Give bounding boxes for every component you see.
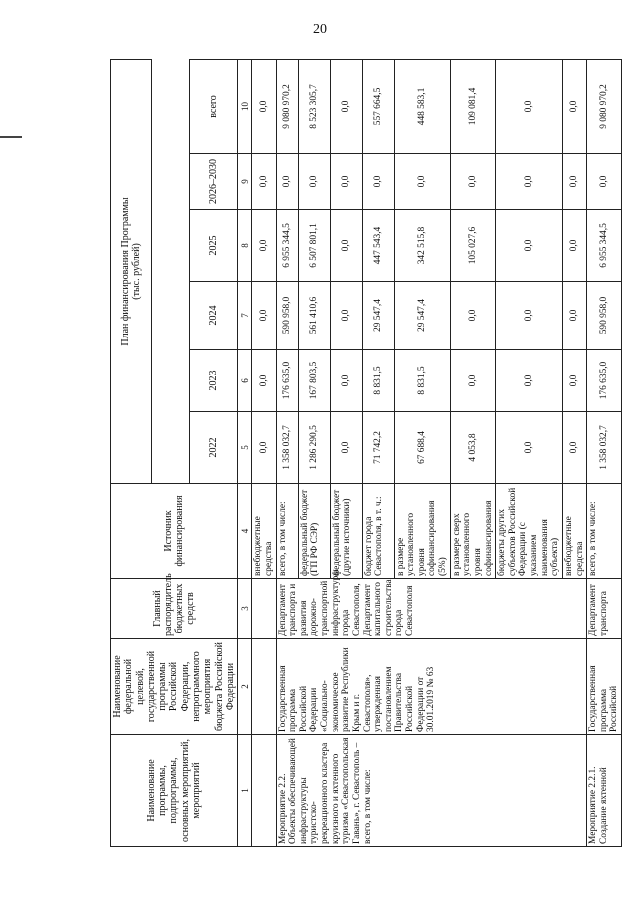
value-cell: 0,0 xyxy=(496,154,563,210)
value-cell: 0,0 xyxy=(330,210,362,282)
value-cell: 0,0 xyxy=(252,412,276,484)
source-cell: бюджет города Севастополя, в т. ч.: xyxy=(362,484,394,579)
value-cell: 590 958,0 xyxy=(587,282,622,350)
measure-name-cell: Мероприятие 2.2. Объекты обеспечивающей инфраструктуры туристско-рекреационного кластера круизного и яхтенного туризма «Севастопольская Гавань», г. Севастополь – всего, в том числе: xyxy=(276,735,587,847)
value-cell: 8 831,5 xyxy=(362,350,394,412)
value-cell: 0,0 xyxy=(496,412,563,484)
value-cell: 0,0 xyxy=(330,350,362,412)
source-cell: федеральный бюджет (другие источники) xyxy=(330,484,362,579)
value-cell: 447 543,4 xyxy=(362,210,394,282)
value-cell: 8 831,5 xyxy=(394,350,450,412)
value-cell: 0,0 xyxy=(562,59,586,153)
year-2024-header: 2024 xyxy=(189,282,237,350)
empty-cell xyxy=(252,579,276,639)
column-number: 9 xyxy=(238,154,252,210)
value-cell: 0,0 xyxy=(252,350,276,412)
empty-cell xyxy=(252,639,276,735)
column-number-row xyxy=(238,59,252,846)
value-cell: 0,0 xyxy=(298,154,330,210)
empty-cell xyxy=(252,735,276,847)
value-cell: 0,0 xyxy=(252,154,276,210)
value-cell: 590 958,0 xyxy=(276,282,298,350)
value-cell: 1 358 032,7 xyxy=(276,412,298,484)
value-cell: 167 803,5 xyxy=(298,350,330,412)
value-cell: 0,0 xyxy=(587,154,622,210)
administrator-cell: Департамент транспорта и развития дорожно-транспортной инфраструктуры города Севастополя, Департамент капитального строительства города Севастополя xyxy=(276,579,587,639)
value-cell: 448 583,1 xyxy=(394,59,450,153)
table-row xyxy=(252,59,276,846)
program-name-cell: Государственная программа Российской xyxy=(587,639,622,735)
source-cell: всего, в том числе: xyxy=(587,484,622,579)
source-cell: внебюджетные средства xyxy=(252,484,276,579)
column-number: 2 xyxy=(238,639,252,735)
value-cell: 6 955 344,5 xyxy=(276,210,298,282)
value-cell: 0,0 xyxy=(252,59,276,153)
column-number: 4 xyxy=(238,484,252,579)
value-cell: 9 080 970,2 xyxy=(276,59,298,153)
page-number: 20 xyxy=(313,22,327,37)
value-cell: 0,0 xyxy=(450,282,496,350)
value-cell: 1 286 290,5 xyxy=(298,412,330,484)
year-2023-header: 2023 xyxy=(189,350,237,412)
value-cell: 0,0 xyxy=(562,154,586,210)
program-name-cell: Государственная программа Российской Федерации «Социально-экономическое развитие Республики Крым и г. Севастополя», утвержденная постановлением Правительства Российской Федерации от 30.01.2019 № 63 xyxy=(276,639,587,735)
column-number: 6 xyxy=(238,350,252,412)
value-cell: 0,0 xyxy=(252,210,276,282)
value-cell: 0,0 xyxy=(496,59,563,153)
measure-name-cell: Мероприятие 2.2.1. Создание яхтенной xyxy=(587,735,622,847)
value-cell: 557 664,5 xyxy=(362,59,394,153)
value-cell: 109 081,4 xyxy=(450,59,496,153)
value-cell: 29 547,4 xyxy=(362,282,394,350)
margin-mark xyxy=(0,136,22,138)
table-row xyxy=(276,59,298,846)
rotated-page xyxy=(110,60,620,847)
value-cell: 561 410,6 xyxy=(298,282,330,350)
value-cell: 176 635,0 xyxy=(276,350,298,412)
measure-name-header: Наименование программы, подпрограммы, основных мероприятий, мероприятий xyxy=(111,735,238,847)
value-cell: 0,0 xyxy=(450,154,496,210)
column-number: 1 xyxy=(238,735,252,847)
value-cell: 4 053,8 xyxy=(450,412,496,484)
value-cell: 0,0 xyxy=(394,154,450,210)
year-2026-2030-header: 2026–2030 xyxy=(189,154,237,210)
source-cell: в размере установленного уровня софинансирования (5%) xyxy=(394,484,450,579)
value-cell: 0,0 xyxy=(330,282,362,350)
value-cell: 0,0 xyxy=(562,210,586,282)
value-cell: 105 027,6 xyxy=(450,210,496,282)
header-row-1 xyxy=(111,59,152,846)
table-frame xyxy=(110,60,620,847)
value-cell: 0,0 xyxy=(496,350,563,412)
source-cell: в размере сверх установленного уровня софинансирования xyxy=(450,484,496,579)
column-number: 10 xyxy=(238,59,252,153)
value-cell: 0,0 xyxy=(276,154,298,210)
value-cell: 8 523 305,7 xyxy=(298,59,330,153)
plan-title: План финансирования Программы xyxy=(119,197,131,346)
source-cell: внебюджетные средства xyxy=(562,484,586,579)
table-row xyxy=(587,59,622,846)
source-cell: федеральный бюджет (ГП РФ СЭР) xyxy=(298,484,330,579)
value-cell: 0,0 xyxy=(496,210,563,282)
column-number: 8 xyxy=(238,210,252,282)
value-cell: 0,0 xyxy=(496,282,563,350)
value-cell: 0,0 xyxy=(252,282,276,350)
value-cell: 71 742,2 xyxy=(362,412,394,484)
plan-unit: (тыс. рублей) xyxy=(130,243,142,300)
year-2022-header: 2022 xyxy=(189,412,237,484)
value-cell: 6 507 801,1 xyxy=(298,210,330,282)
value-cell: 29 547,4 xyxy=(394,282,450,350)
value-cell: 1 358 032,7 xyxy=(587,412,622,484)
value-cell: 6 955 344,5 xyxy=(587,210,622,282)
value-cell: 67 688,4 xyxy=(394,412,450,484)
administrator-header: Главный распорядитель бюджетных средств xyxy=(111,579,238,639)
column-number: 7 xyxy=(238,282,252,350)
value-cell: 0,0 xyxy=(562,282,586,350)
value-cell: 0,0 xyxy=(330,59,362,153)
administrator-cell: Департамент транспорта xyxy=(587,579,622,639)
value-cell: 0,0 xyxy=(450,350,496,412)
value-cell: 0,0 xyxy=(562,350,586,412)
program-name-header: Наименование федеральной целевой, государственной программы Российской Федерации, непрограммного мероприятия бюджета Российской Федерации xyxy=(111,639,238,735)
value-cell: 0,0 xyxy=(362,154,394,210)
plan-header xyxy=(111,59,152,483)
source-cell: бюджеты других субъектов Российской Федерации (с указанием наименования субъекта) xyxy=(496,484,563,579)
financing-table xyxy=(110,59,622,847)
value-cell: 0,0 xyxy=(562,412,586,484)
column-number: 5 xyxy=(238,412,252,484)
value-cell: 342 515,8 xyxy=(394,210,450,282)
total-header: всего xyxy=(189,59,237,153)
source-cell: всего, в том числе: xyxy=(276,484,298,579)
value-cell: 9 080 970,2 xyxy=(587,59,622,153)
year-2025-header: 2025 xyxy=(189,210,237,282)
source-header: Источник финансирования xyxy=(111,484,238,579)
value-cell: 176 635,0 xyxy=(587,350,622,412)
column-number: 3 xyxy=(238,579,252,639)
value-cell: 0,0 xyxy=(330,154,362,210)
value-cell: 0,0 xyxy=(330,412,362,484)
